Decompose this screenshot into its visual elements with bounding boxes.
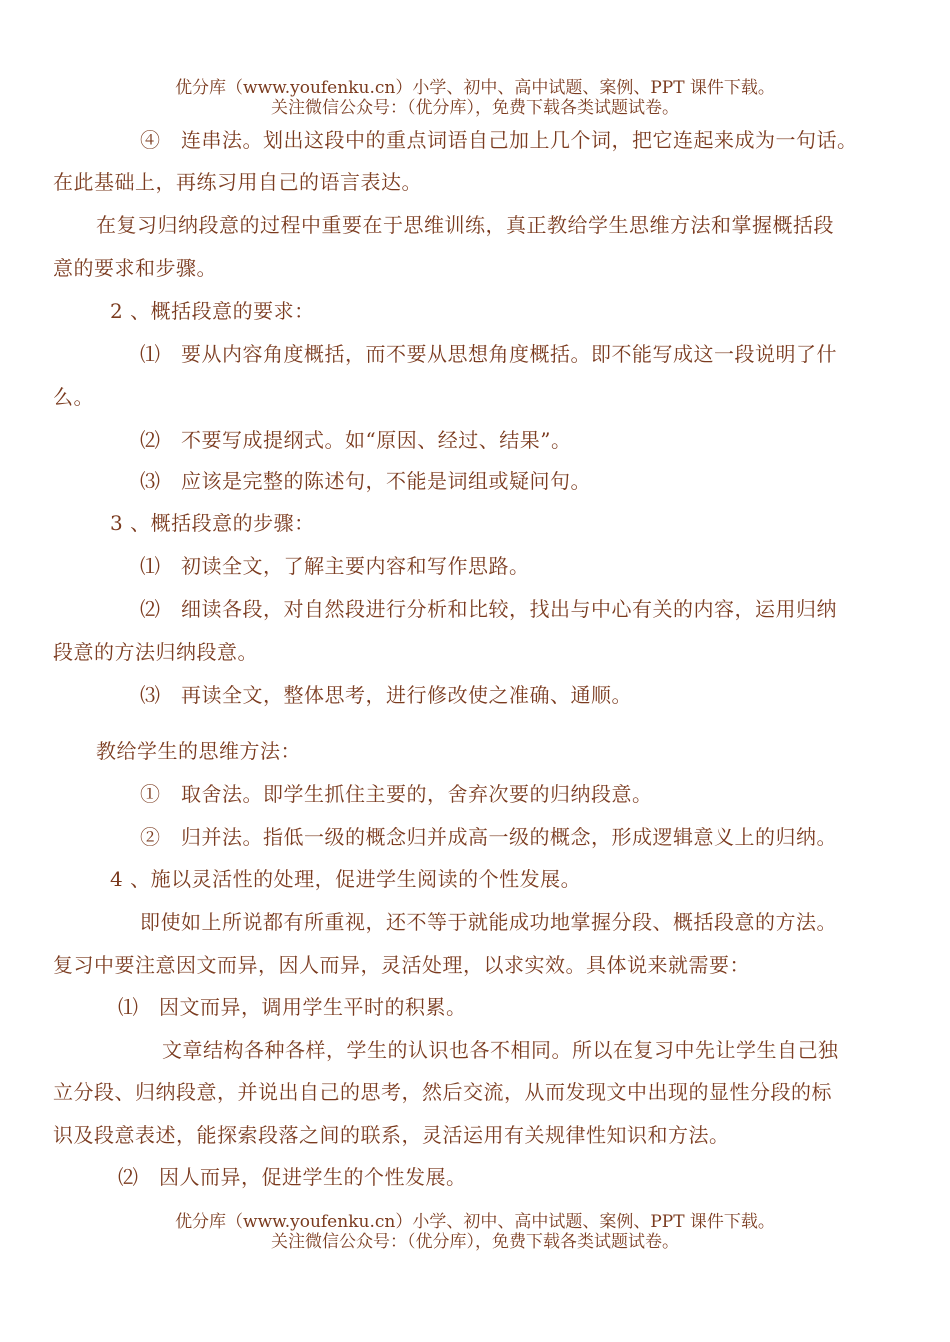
body-line: ④ 连串法。划出这段中的重点词语自己加上几个词，把它连起来成为一句话。 <box>140 128 858 152</box>
header-line-1: 优分库（www.youfenku.cn）小学、初中、高中试题、案例、PPT 课件下载。 <box>175 78 775 98</box>
body-line: ⑵ 因人而异，促进学生的个性发展。 <box>118 1165 467 1189</box>
body-line: ⑶ 应该是完整的陈述句，不能是词组或疑问句。 <box>140 469 591 493</box>
body-line: 复习中要注意因文而异，因人而异，灵活处理，以求实效。具体说来就需要： <box>53 953 750 977</box>
body-line: ⑴ 初读全文，了解主要内容和写作思路。 <box>140 554 530 578</box>
section-heading: 3 、概括段意的步骤： <box>110 511 315 535</box>
footer-line-2: 关注微信公众号：（优分库），免费下载各类试题试卷。 <box>271 1232 679 1252</box>
header-line-2: 关注微信公众号：（优分库），免费下载各类试题试卷。 <box>271 98 679 118</box>
body-line: 立分段、归纳段意，并说出自己的思考，然后交流，从而发现文中出现的显性分段的标 <box>53 1080 832 1104</box>
body-line: 在此基础上，再练习用自己的语言表达。 <box>53 170 422 194</box>
body-line: ⑶ 再读全文，整体思考，进行修改使之准确、通顺。 <box>140 683 632 707</box>
section-heading: 4 、施以灵活性的处理，促进学生阅读的个性发展。 <box>110 867 582 891</box>
body-line: ⑵ 不要写成提纲式。如“原因、经过、结果”。 <box>140 428 572 452</box>
body-line: 教给学生的思维方法： <box>96 739 301 763</box>
footer-line-1: 优分库（www.youfenku.cn）小学、初中、高中试题、案例、PPT 课件下载。 <box>175 1212 775 1232</box>
section-heading: 2 、概括段意的要求： <box>110 299 315 323</box>
body-line: ⑴ 因文而异，调用学生平时的积累。 <box>118 995 467 1019</box>
body-line: 段意的方法归纳段意。 <box>53 640 258 664</box>
body-line: ① 取舍法。即学生抓住主要的，舍弃次要的归纳段意。 <box>140 782 653 806</box>
page-footer <box>0 1212 950 1252</box>
body-line: 在复习归纳段意的过程中重要在于思维训练，真正教给学生思维方法和掌握概括段 <box>96 213 834 237</box>
body-line: 文章结构各种各样，学生的认识也各不相同。所以在复习中先让学生自己独 <box>162 1038 839 1062</box>
body-line: 么。 <box>53 385 94 409</box>
body-line: 即使如上所说都有所重视，还不等于就能成功地掌握分段、概括段意的方法。 <box>140 910 837 934</box>
body-line: ⑵ 细读各段，对自然段进行分析和比较，找出与中心有关的内容，运用归纳 <box>140 597 837 621</box>
body-line: 意的要求和步骤。 <box>53 256 217 280</box>
body-line: ⑴ 要从内容角度概括，而不要从思想角度概括。即不能写成这一段说明了什 <box>140 342 837 366</box>
body-line: 识及段意表述，能探索段落之间的联系，灵活运用有关规律性知识和方法。 <box>53 1123 730 1147</box>
body-line: ② 归并法。指低一级的概念归并成高一级的概念，形成逻辑意义上的归纳。 <box>140 825 837 849</box>
page-header <box>0 78 950 118</box>
